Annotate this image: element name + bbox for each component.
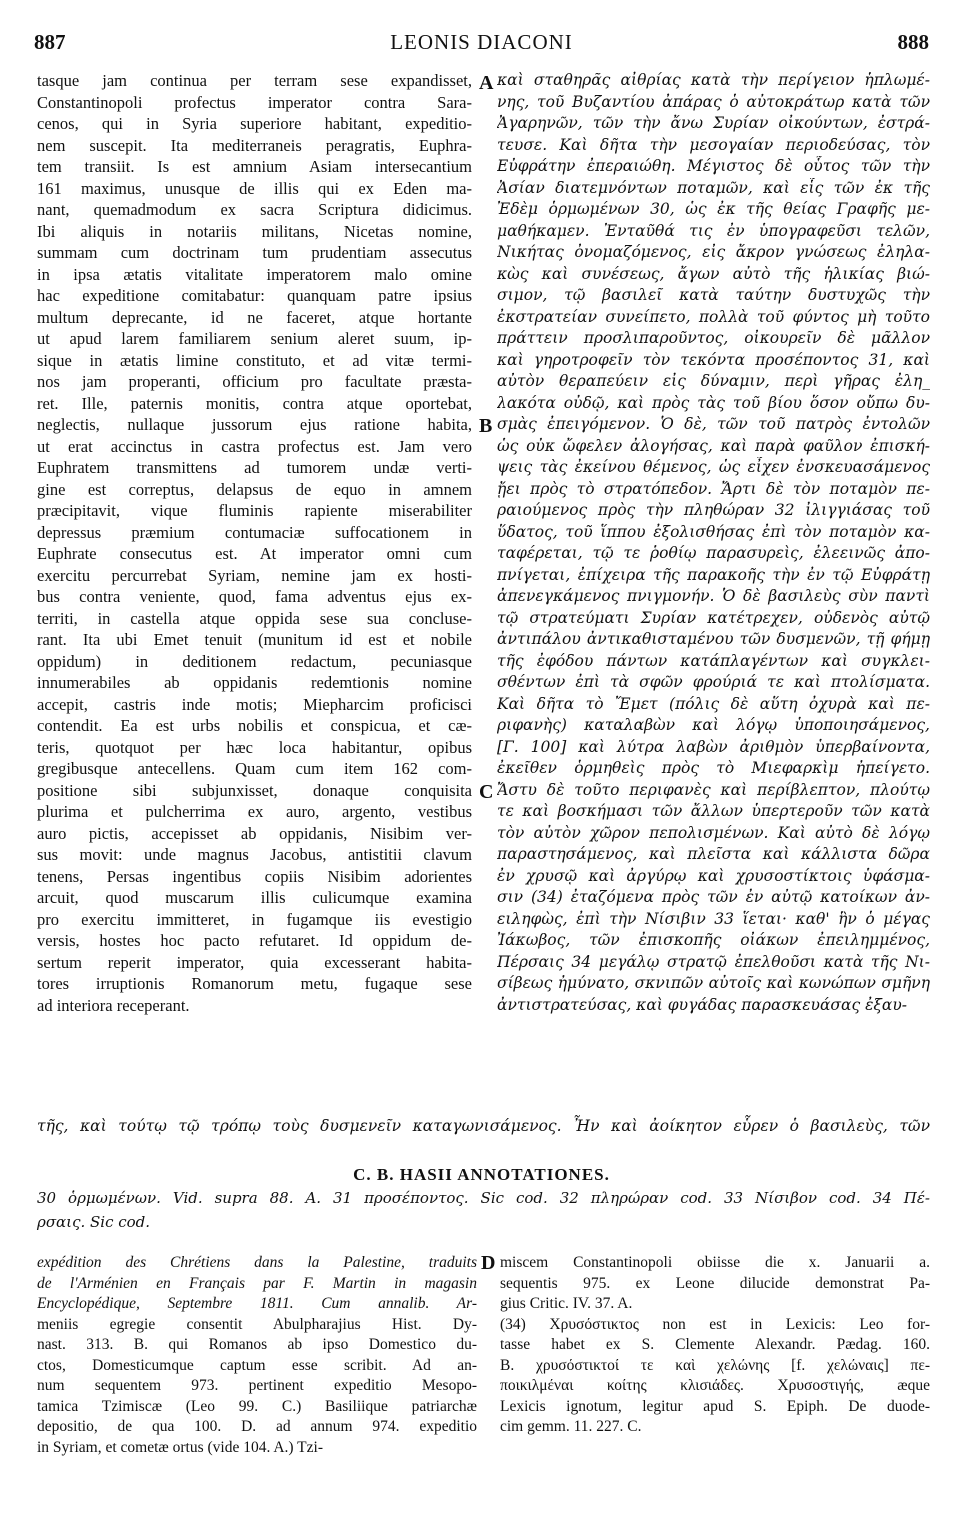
bottom-left-commentary	[37, 1253, 477, 1458]
greek-text-line: τὸν αὐτὸν χῶρον πεπολισμένων. Καὶ αὐτὸ δὲ λόγῳ	[497, 823, 930, 842]
greek-text-line: τῷ στρατεύματι Συρίαν κατέτρεχεν, οὐδενὸς αὐτῷ	[497, 608, 930, 627]
commentary-line: gius Critic. IV. 37. A.	[500, 1295, 633, 1312]
latin-text-line: Euphratem transmittens ad tumorem undæ verti-	[37, 458, 472, 477]
latin-text-line: in ipsa ætatis vitalitate imperatorem malo omine	[37, 264, 472, 284]
latin-text-line: oppidum) in deditionem redactum, pecuniasque	[37, 651, 472, 671]
greek-text-line: ταφέρεται, τῷ τε ῥοθίῳ παρασυρεὶς, ἐλεεινῶς ἀπο-	[497, 544, 930, 562]
latin-text-line: bus contra veniente, quod, fama adventus ejus ex-	[37, 587, 472, 606]
greek-text-line: ριφανὴς) καταλαβὼν καὶ λόγῳ ὑποποιησάμενος,	[497, 716, 930, 734]
commentary-line: ctos, Domesticumque captum esse scribit. Ad an-	[37, 1356, 477, 1374]
margin-mark-a: A	[479, 72, 494, 94]
latin-text-line: gine est correptus, delapsus de equo in amnem	[37, 479, 472, 499]
latin-text-line: ret. Ille, paternis monitis, contra atque oportebat,	[37, 393, 472, 413]
latin-text-line: auro pictis, accepisset ab oppidanis, Nisibim ver-	[37, 823, 472, 843]
page-number-left: 887	[34, 30, 66, 54]
greek-text-line: ἀπενεγκάμενος πνιγμονήν. Ὁ δὲ βασιλεὺς σὺν παντὶ	[497, 587, 930, 605]
latin-text-line: arcuit, quod muscarum illis culicumque examina	[37, 888, 472, 907]
greek-text-line: ἐκστρατείαν συνείπετο, πολλὰ τοῦ φύντος μὴ τοῦτο	[497, 307, 930, 326]
commentary-line: sequentis 975. ex Leone dilucide demonstrat Pa-	[500, 1274, 930, 1292]
greek-text-line: τῆς ἐφόδου πάντων κατάπλαγέντων καὶ συγκλει-	[497, 651, 930, 670]
greek-text-line: κὼς καὶ συνέσεως, ἄγων αὐτὸ τῆς ἡλικίας βιώ-	[497, 264, 930, 283]
commentary-line: Lexicis ignotum, legitur apud S. Epiph. De duode-	[500, 1397, 930, 1415]
annotations-heading: C. B. HASII ANNOTATIONES.	[353, 1165, 610, 1184]
commentary-line: tamica Tzimiscæ (Leo 99. C.) Basiliique patriarchæ	[37, 1397, 477, 1415]
greek-text-line: [Γ. 100] καὶ λύτρα λαβὼν ἀριθμὸν ὑπερβαίνοντα,	[497, 737, 930, 756]
greek-text-line: Πέρσαις 34 μεγάλῳ στρατῷ ἐπελθοῦσι κατὰ τῆς Νι-	[497, 952, 930, 971]
latin-text-line: accepit, castris inde motis; Miepharcim proficisci	[37, 694, 472, 714]
latin-text-line: innumerabiles ab oppidanis redemtionis nomine	[37, 673, 472, 692]
latin-text-line: versis, hostes hoc pacto refutaret. Id oppidum de-	[37, 931, 472, 950]
margin-mark-d: D	[481, 1252, 496, 1274]
commentary-line: cim gemm. 11. 227. C.	[500, 1418, 642, 1435]
greek-text-line: σιμον, τῷ βασιλεῖ κατὰ ταύτην δυστυχῶς τὴν	[497, 286, 930, 304]
greek-text-line: ἐκεῖθεν ὁρμηθεὶς πρὸς τὸ Μιεφαρκὶμ ἠπείγετο.	[497, 759, 930, 777]
greek-text-line: σμὰς ἐπειγόμενον. Ὁ δὲ, τῶν τοῦ πατρὸς ἐντολῶν	[497, 415, 930, 433]
greek-text-line: ὕδατος, τοῦ ἵππου ἐξολισθήσας ἐπὶ τὸν ποταμὸν κα-	[497, 522, 930, 541]
greek-text-line: νης, τοῦ Βυζαντίου ἀπάρας ὁ αὐτοκράτωρ κατὰ τῶν	[497, 92, 930, 111]
greek-text-line: Νικήτας ὀνομαζόμενος, εἰς ἄκρον γνώσεως ἐληλα-	[497, 243, 930, 261]
greek-text-line: παραστησάμενος, καὶ πλεῖστα καὶ κάλλιστα δῶρα	[497, 845, 930, 863]
annotation-note-line: ρσαις. Sic cod.	[37, 1213, 151, 1231]
latin-text-line: Ibi aliquis in notariis militans, Nicetas nomine,	[37, 221, 472, 241]
commentary-line: miscem Constantinopoli obiisse die x. Januarii a.	[500, 1254, 930, 1271]
commentary-line: Encyclopédique, Septembre 1811. Cum annalib. Ar-	[37, 1295, 477, 1312]
latin-text-line: rant. Ita ubi Emet tenuit (munitum id est et nobile	[37, 630, 472, 649]
latin-text-line: teris, quotquot per hæc loca habitantur, opibus	[37, 737, 472, 757]
annotation-notes	[37, 1186, 930, 1234]
commentary-line: expédition des Chrétiens dans la Palestine, traduits	[37, 1254, 477, 1271]
latin-text-line: Constantinopoli profectus imperator contra Sara-	[37, 92, 472, 112]
greek-text-line: σίβεως ἠμύνατο, σκνιπῶν αὐτοῖς καὶ κωνώπων σμῆνη	[497, 974, 930, 992]
latin-text-line: sus movit: unde magnus Jacobus, antistitii clavum	[37, 845, 472, 864]
latin-text-line: sique in ætatis limine constituto, et ad vitæ termi-	[37, 350, 472, 370]
greek-text-line: ειληφὼς, ἐπὶ τὴν Νίσιβιν 33 ἵεται· καθ' ἣν ὁ μέγας	[497, 909, 930, 928]
greek-text-line: καὶ γηροτροφεῖν τὸν τεκόντα προσέποντος 31, καὶ	[497, 350, 930, 369]
latin-text-line: nant, quemadmodum ex sacra Scriptura didicimus.	[37, 200, 472, 219]
latin-text-line: ut apud larem familiarem senium aleret suum, ip-	[37, 329, 472, 348]
greek-text-line: ὡς οὐκ ὤφελεν ἀλογήσας, καὶ παρὰ φαῦλον ἐπισκή-	[497, 436, 930, 455]
latin-text-line: nos jam properanti, officium pro facultate præsta-	[37, 372, 472, 391]
commentary-line: meniis egregie consentit Abulpharajius Hist. Dy-	[37, 1315, 477, 1333]
greek-text-line: καὶ σταθηρᾶς αἰθρίας κατὰ τὴν περίγειον ἡπλωμέ-	[497, 71, 930, 89]
greek-text-line: μαθήκαμεν. Ἐνταῦθά τις ἐν ὑπογραφεῦσι τελῶν,	[497, 221, 930, 240]
latin-text-line: neglectis, nullaque jussorum ejus ratione habita,	[37, 415, 472, 434]
margin-mark-c: C	[479, 781, 494, 803]
margin-mark-b: B	[479, 415, 493, 437]
greek-text-line: ἀντιπάλου ἀντικαθισταμένου τῶν δυσμενῶν, τῇ φήμῃ	[497, 630, 930, 648]
bottom-right-commentary	[500, 1253, 930, 1438]
greek-full-width-line: τῆς, καὶ τούτῳ τῷ τρόπῳ τοὺς δυσμενεῖν καταγωνισάμενος. Ἦν καὶ ἀοίκητον εὗρεν ὁ βασιλεὺς, τῶν	[37, 1117, 930, 1135]
latin-text-line: tores irruptionis Romanorum metu, fugaque sese	[37, 974, 472, 993]
greek-text-line: αὐτὸν θεραπεύειν εἰς δύναμιν, περὶ γῆρας ἐλη_	[497, 372, 930, 390]
latin-text-line: tem transiit. Is est amnium Asiam intersecantium	[37, 157, 472, 176]
latin-text-line: tasque jam continua per terram sese expandisset,	[37, 71, 472, 90]
latin-text-line: plurima et pulcherrima ex auro, argento, vestibus	[37, 802, 472, 821]
latin-column	[37, 70, 472, 1016]
latin-text-line: hac expeditione comitabatur: quanquam patre ipsius	[37, 286, 472, 305]
commentary-line: depositio, de qua 100. D. ad annum 974. expeditio	[37, 1418, 477, 1435]
latin-text-line: exercitu percurrebat Syriam, nemine jam ex hosti-	[37, 565, 472, 585]
commentary-line: num sequentem 973. pertinent expeditio Mesopo-	[37, 1377, 477, 1394]
greek-text-line: ψεις τὰς ἐκείνου θέμενος, ὡς εἶχεν ἐνσκευασάμενος	[497, 458, 930, 476]
latin-text-line: ad interiora receperant.	[37, 995, 190, 1015]
greek-text-line: ἀντιστρατεύσας, καὶ φυγάδας παρασκευάσας ἐξαυ-	[497, 995, 908, 1014]
greek-text-line: σθέντων ἐπὶ τὰ σφῶν φρούριά τε καὶ πτολίσματα.	[497, 673, 930, 691]
latin-text-line: 161 maximus, unusque de illis qui ex Eden ma-	[37, 178, 472, 198]
greek-text-line: πνίγεται, ἐπίχειρα τῆς παρακοῆς τὴν ἐν τῷ Εὐφράτῃ	[497, 565, 930, 584]
greek-text-line: ᾔει πρὸς τὸ στρατόπεδον. Ἄρτι δὲ τὸν ποταμὸν πε-	[497, 479, 930, 498]
latin-text-line: summam cum doctrinam tum prudentiam assecutus	[37, 243, 472, 262]
running-title: LEONIS DIACONI	[390, 30, 573, 54]
latin-text-line: pro exercitu immitteret, in fugamque iis evestigio	[37, 909, 472, 929]
greek-text-line: Εὐφράτην ἐπεραιώθη. Μέγιστος δὲ οὗτος τῶν τὴν	[497, 157, 930, 175]
annotation-note-line: 30 ὁρμωμένων. Vid. supra 88. A. 31 προσέποντος. Sic cod. 32 πληρώραν cod. 33 Νίσιβον cod. 34 Πέ-	[37, 1189, 930, 1207]
greek-text-line: σιν (34) ἐταζόμενα πρὸς τῶν ἐν αὐτῷ κατοίκων ἀν-	[497, 888, 930, 906]
latin-text-line: præcipitavit, vique fluminis rapiente miserabiliter	[37, 501, 472, 520]
commentary-line: in Syriam, et cometæ ortus (vide 104. A.) Tzi-	[37, 1438, 323, 1456]
commentary-line: nast. 313. B. qui Romanos ab ipso Domestico du-	[37, 1336, 477, 1353]
page-number-right: 888	[897, 30, 929, 54]
commentary-line: ποικιλμέναι κοίτης κλισιάδες. Χρυσοστιγής, æque	[500, 1377, 930, 1394]
greek-text-line: Καὶ δῆτα τὸ Ἔμετ (πόλις δὲ αὕτη ὀχυρὰ καὶ πε-	[497, 694, 930, 713]
latin-text-line: cenos, qui in Syria superiore habitant, expeditio-	[37, 114, 472, 133]
latin-text-line: Euphrate consecutus est. At imperator omni cum	[37, 544, 472, 563]
greek-text-line: τευσε. Καὶ δῆτα τὴν μεσογαίαν περιοδεύσας, τὸν	[497, 135, 930, 154]
commentary-line: tasse habet ex S. Clemente Alexandr. Pædag. 160.	[500, 1336, 930, 1353]
latin-text-line: gregibusque antecellens. Quam cum item 162 com-	[37, 759, 472, 778]
greek-text-line: Ἰάκωβος, τῶν ἐπισκοπῆς οἰάκων ἐπειλημμένος,	[497, 931, 930, 949]
commentary-line: (34) Χρυσόστικτος non est in Lexicis: Leo for-	[500, 1315, 930, 1333]
greek-text-line: πράττειν προσλιπαροῦντος, οἰκουρεῖν δὲ μᾶλλον	[497, 329, 930, 347]
greek-text-line: τε καὶ βοσκήμασι τῶν ἄλλων ὑπερτεροῦν τῶν κατὰ	[497, 802, 930, 820]
latin-text-line: sertum reperit imperator, quia excesserant habita-	[37, 952, 472, 972]
greek-text-line: Ἐδὲμ ὁρμωμένων 30, ὡς ἐκ τῆς θείας Γραφῆς με-	[497, 200, 930, 218]
greek-text-line: ραιούμενος πρὸς τὴν πληθώραν 32 ἰλιγγιάσας τοῦ	[497, 501, 930, 519]
latin-text-line: tenens, Persas ingentibus copiis Nisibim adorientes	[37, 866, 472, 886]
latin-text-line: multum deprecante, id ne faceret, atque hortante	[37, 307, 472, 327]
commentary-line: B. χρυσόστικτοί τε καὶ χελώνης [f. χελώναις] πε-	[500, 1356, 930, 1374]
latin-text-line: depressus præmium contumaciæ suffocationem in	[37, 522, 472, 542]
greek-column	[497, 70, 930, 1016]
greek-text-line: Ἀγαρηνῶν, τῶν τὴν ἄνω Συρίαν οἰκούντων, ἐστρά-	[497, 114, 930, 132]
greek-text-line: λακότα οὐδῷ, καὶ πρὸς τὰς τοῦ βίου ὅσον οὔπω δυ-	[497, 393, 930, 412]
latin-text-line: contendit. Ea est urbs nobilis et conspicua, et cæ-	[37, 716, 472, 735]
latin-text-line: ut erat accinctus in castra profectus est. Jam vero	[37, 436, 472, 456]
latin-text-line: territi, in castella atque oppida sese sua concluse-	[37, 608, 472, 628]
latin-text-line: positione sibi subjunxisset, donaque conquisita	[37, 780, 472, 800]
greek-text-line: ἐν χρυσῷ καὶ ἀργύρῳ καὶ χρυσοστίκτοις ὑφάσμα-	[497, 866, 930, 885]
latin-text-line: nem suscepit. Ita mediterraneis peragratis, Euphra-	[37, 135, 472, 155]
greek-text-line: Ἀσίαν διατεμνόντων ποταμῶν, καὶ εἷς τῶν ἐκ τῆς	[497, 178, 930, 197]
greek-text-line: Ἄστυ δὲ τοῦτο περιφανὲς καὶ περίβλεπτον, πλούτῳ	[497, 780, 930, 799]
commentary-line: de l'Arménien en Français par F. Martin in magasin	[37, 1274, 477, 1292]
